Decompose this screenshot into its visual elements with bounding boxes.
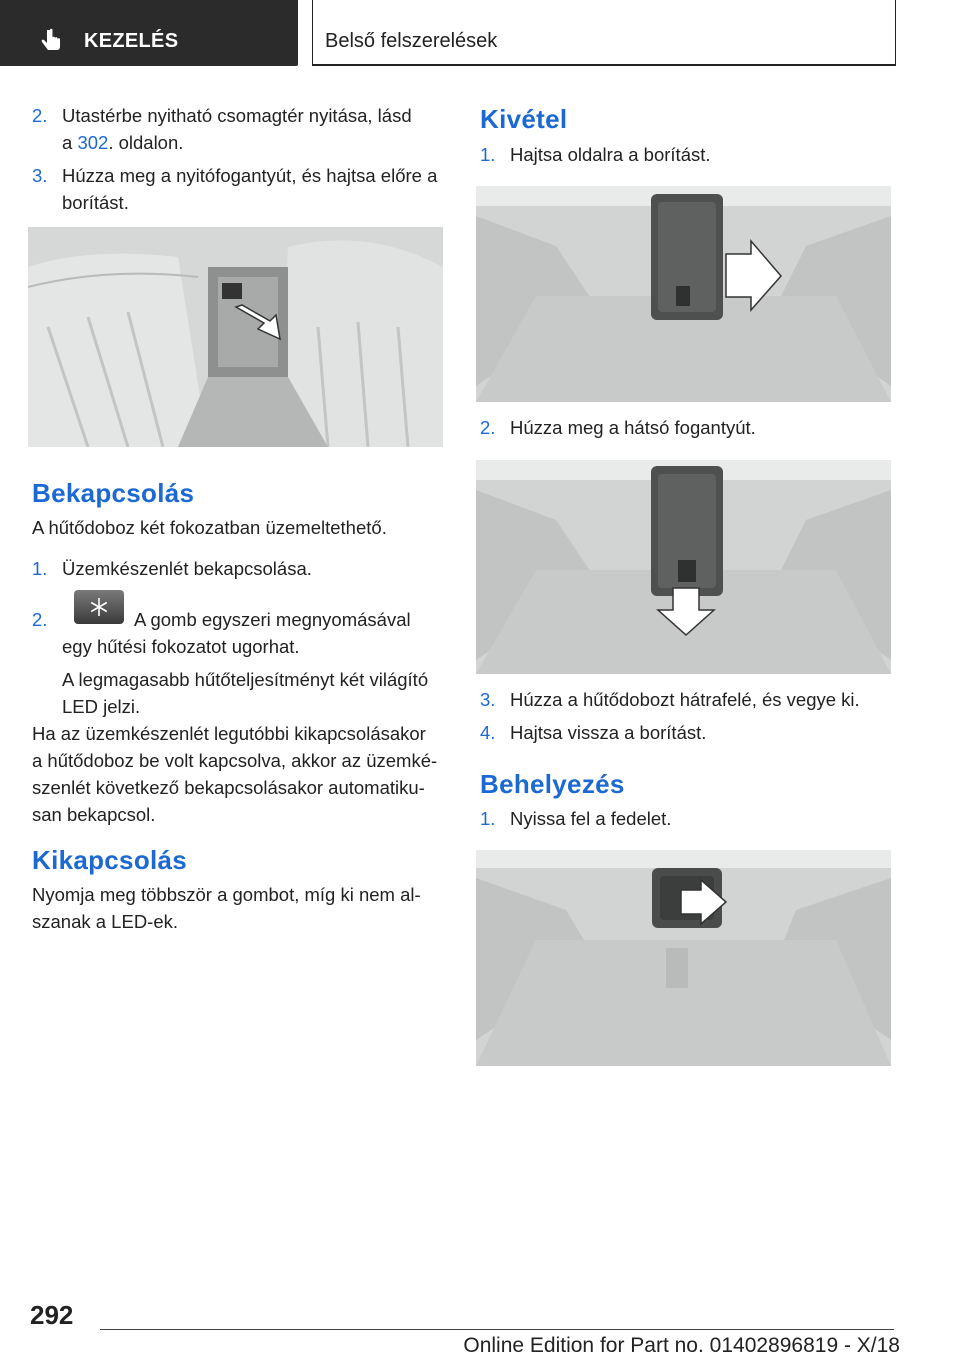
note-text: A legmagasabb hűtőteljesítményt két világító — [62, 669, 429, 690]
snowflake-button-icon — [74, 590, 124, 624]
item-number: 4. — [480, 722, 496, 743]
item-number: 1. — [480, 144, 496, 165]
seat-passthrough-photo — [28, 227, 443, 447]
chapter-label: KEZELÉS — [84, 30, 179, 52]
paragraph-line: szenlét következő bekapcsolásakor automatiku- — [32, 777, 425, 798]
kivetel-step3-4 — [480, 686, 900, 756]
item-text: Utastérbe nyitható csomagtér nyitása, lásd — [62, 105, 412, 126]
item-text: Hajtsa vissza a borítást. — [510, 722, 707, 743]
item-text: Húzza meg a nyitófogantyút, és hajtsa előre a — [62, 165, 438, 186]
behelyezes-step1 — [480, 805, 900, 835]
item-number: 2. — [32, 105, 48, 126]
item-number: 2. — [32, 609, 48, 630]
trunk-photo-cover — [476, 186, 891, 402]
item-number: 3. — [480, 689, 496, 710]
item-number: 3. — [32, 165, 48, 186]
item-number: 1. — [480, 808, 496, 829]
item-number: 1. — [32, 558, 48, 579]
trunk-photo-lid — [476, 850, 891, 1066]
item-text: A gomb egyszeri megnyomásával — [134, 609, 411, 630]
item-text: Nyissa fel a fedelet. — [510, 808, 672, 829]
edition-text: Online Edition for Part no. 01402896819 - X/18 — [463, 1334, 900, 1357]
bekapcsolas-body — [32, 514, 452, 834]
section-heading: Kivétel — [480, 104, 568, 134]
page-number: 292 — [30, 1300, 74, 1330]
footer-divider — [100, 1329, 894, 1330]
paragraph-line: Ha az üzemkészenlét legutóbbi kikapcsolásakor — [32, 723, 426, 744]
section-heading: Kikapcsolás — [32, 845, 188, 875]
kivetel-step2 — [480, 414, 900, 444]
section-title: Belső felszerelések — [325, 30, 498, 52]
section-heading: Bekapcsolás — [32, 478, 195, 508]
item-text: Húzza a hűtődobozt hátrafelé, és vegye ki. — [510, 689, 860, 710]
page-header — [0, 0, 960, 66]
item-text: Üzemkészenlét bekapcsolása. — [62, 558, 312, 579]
trunk-photo-handle — [476, 460, 891, 674]
note-text-line2: LED jelzi. — [62, 696, 141, 717]
paragraph-line: san bekapcsol. — [32, 804, 156, 825]
item-text-line2: egy hűtési fokozatot ugorhat. — [62, 636, 300, 657]
paragraph-line: a hűtődoboz be volt kapcsolva, akkor az üzemké- — [32, 750, 438, 771]
paragraph-line: szanak a LED-ek. — [32, 911, 179, 932]
page-link[interactable]: 302 — [77, 132, 109, 153]
item-number: 2. — [480, 417, 496, 438]
paragraph: A hűtődoboz két fokozatban üzemeltethető. — [32, 517, 387, 538]
item-text-line2: borítást. — [62, 192, 129, 213]
item-text: Hajtsa oldalra a borítást. — [510, 144, 711, 165]
chapter-tab — [0, 0, 298, 66]
hand-pointer-icon — [38, 28, 64, 54]
item-text: Húzza meg a hátsó fogantyút. — [510, 417, 756, 438]
section-heading: Behelyezés — [480, 769, 625, 799]
item-text-line2: a 302. oldalon. — [62, 132, 184, 153]
kivetel-step1 — [480, 141, 900, 171]
section-title-box — [312, 0, 896, 66]
kikapcsolas-body — [32, 881, 452, 941]
paragraph-line: Nyomja meg többször a gombot, míg ki nem al- — [32, 884, 421, 905]
